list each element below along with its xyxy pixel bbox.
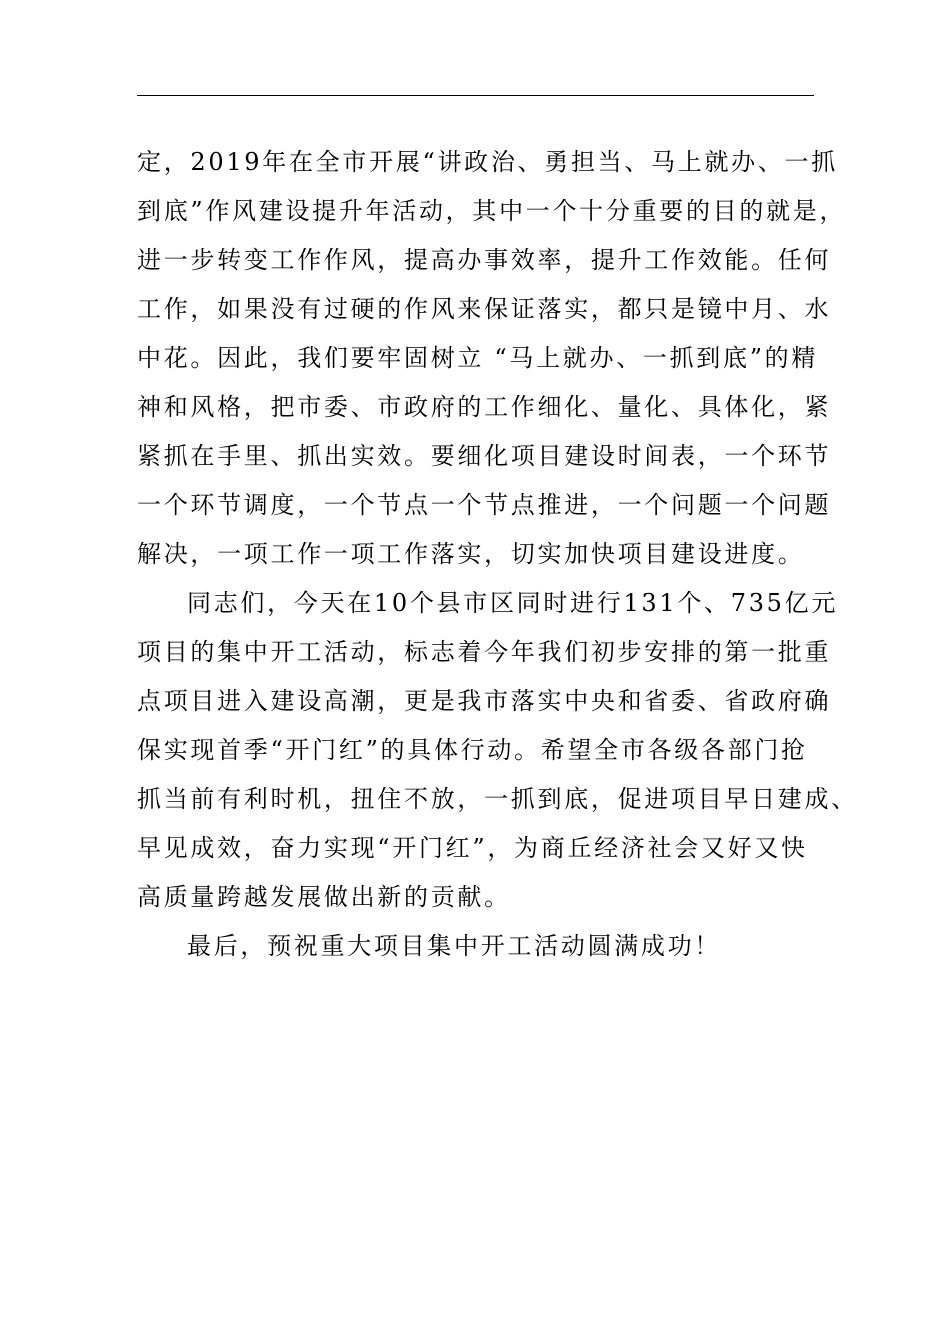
text-line: 神和风格，把市委、市政府的工作细化、量化、具体化，紧 xyxy=(137,393,832,421)
text-line: 项目的集中开工活动，标志着今年我们初步安排的第一批重 xyxy=(137,638,832,666)
paragraph-2 xyxy=(137,579,858,922)
text-line: 解决，一项工作一项工作落实，切实加快项目建设进度。 xyxy=(137,540,805,568)
text-line: 到底”作风建设提升年活动，其中一个十分重要的目的就是， xyxy=(137,197,847,225)
text-line: 早见成效，奋力实现“开门红”，为商丘经济社会又好又快 xyxy=(137,834,808,862)
text-line: 定，2019年在全市开展“讲政治、勇担当、马上就办、一抓 xyxy=(137,148,838,176)
text-line: 进一步转变工作作风，提高办事效率，提升工作效能。任何 xyxy=(137,246,832,274)
text-line: 最后，预祝重大项目集中开工活动圆满成功！ xyxy=(187,932,721,960)
text-line: 同志们，今天在10个县市区同时进行131个、735亿元 xyxy=(187,589,839,617)
text-line: 工作，如果没有过硬的作风来保证落实，都只是镜中月、水 xyxy=(137,295,832,323)
text-line: 紧抓在手里、抓出实效。要细化项目建设时间表，一个环节 xyxy=(137,442,832,470)
text-line: 中花。因此，我们要牢固树立 “马上就办、一抓到底”的精 xyxy=(137,344,819,372)
text-line: 保实现首季“开门红”的具体行动。希望全市各级各部门抢 xyxy=(137,736,808,764)
paragraph-3 xyxy=(137,922,837,971)
paragraph-1 xyxy=(137,138,847,579)
text-line: 一个环节调度，一个节点一个节点推进，一个问题一个问题 xyxy=(137,491,832,519)
header-rule xyxy=(137,95,814,96)
text-line: 点项目进入建设高潮，更是我市落实中央和省委、省政府确 xyxy=(137,687,832,715)
document-body xyxy=(137,138,858,971)
text-line: 高质量跨越发展做出新的贡献。 xyxy=(137,883,511,911)
text-line: 抓当前有利时机，扭住不放，一抓到底，促进项目早日建成、 xyxy=(137,785,858,813)
